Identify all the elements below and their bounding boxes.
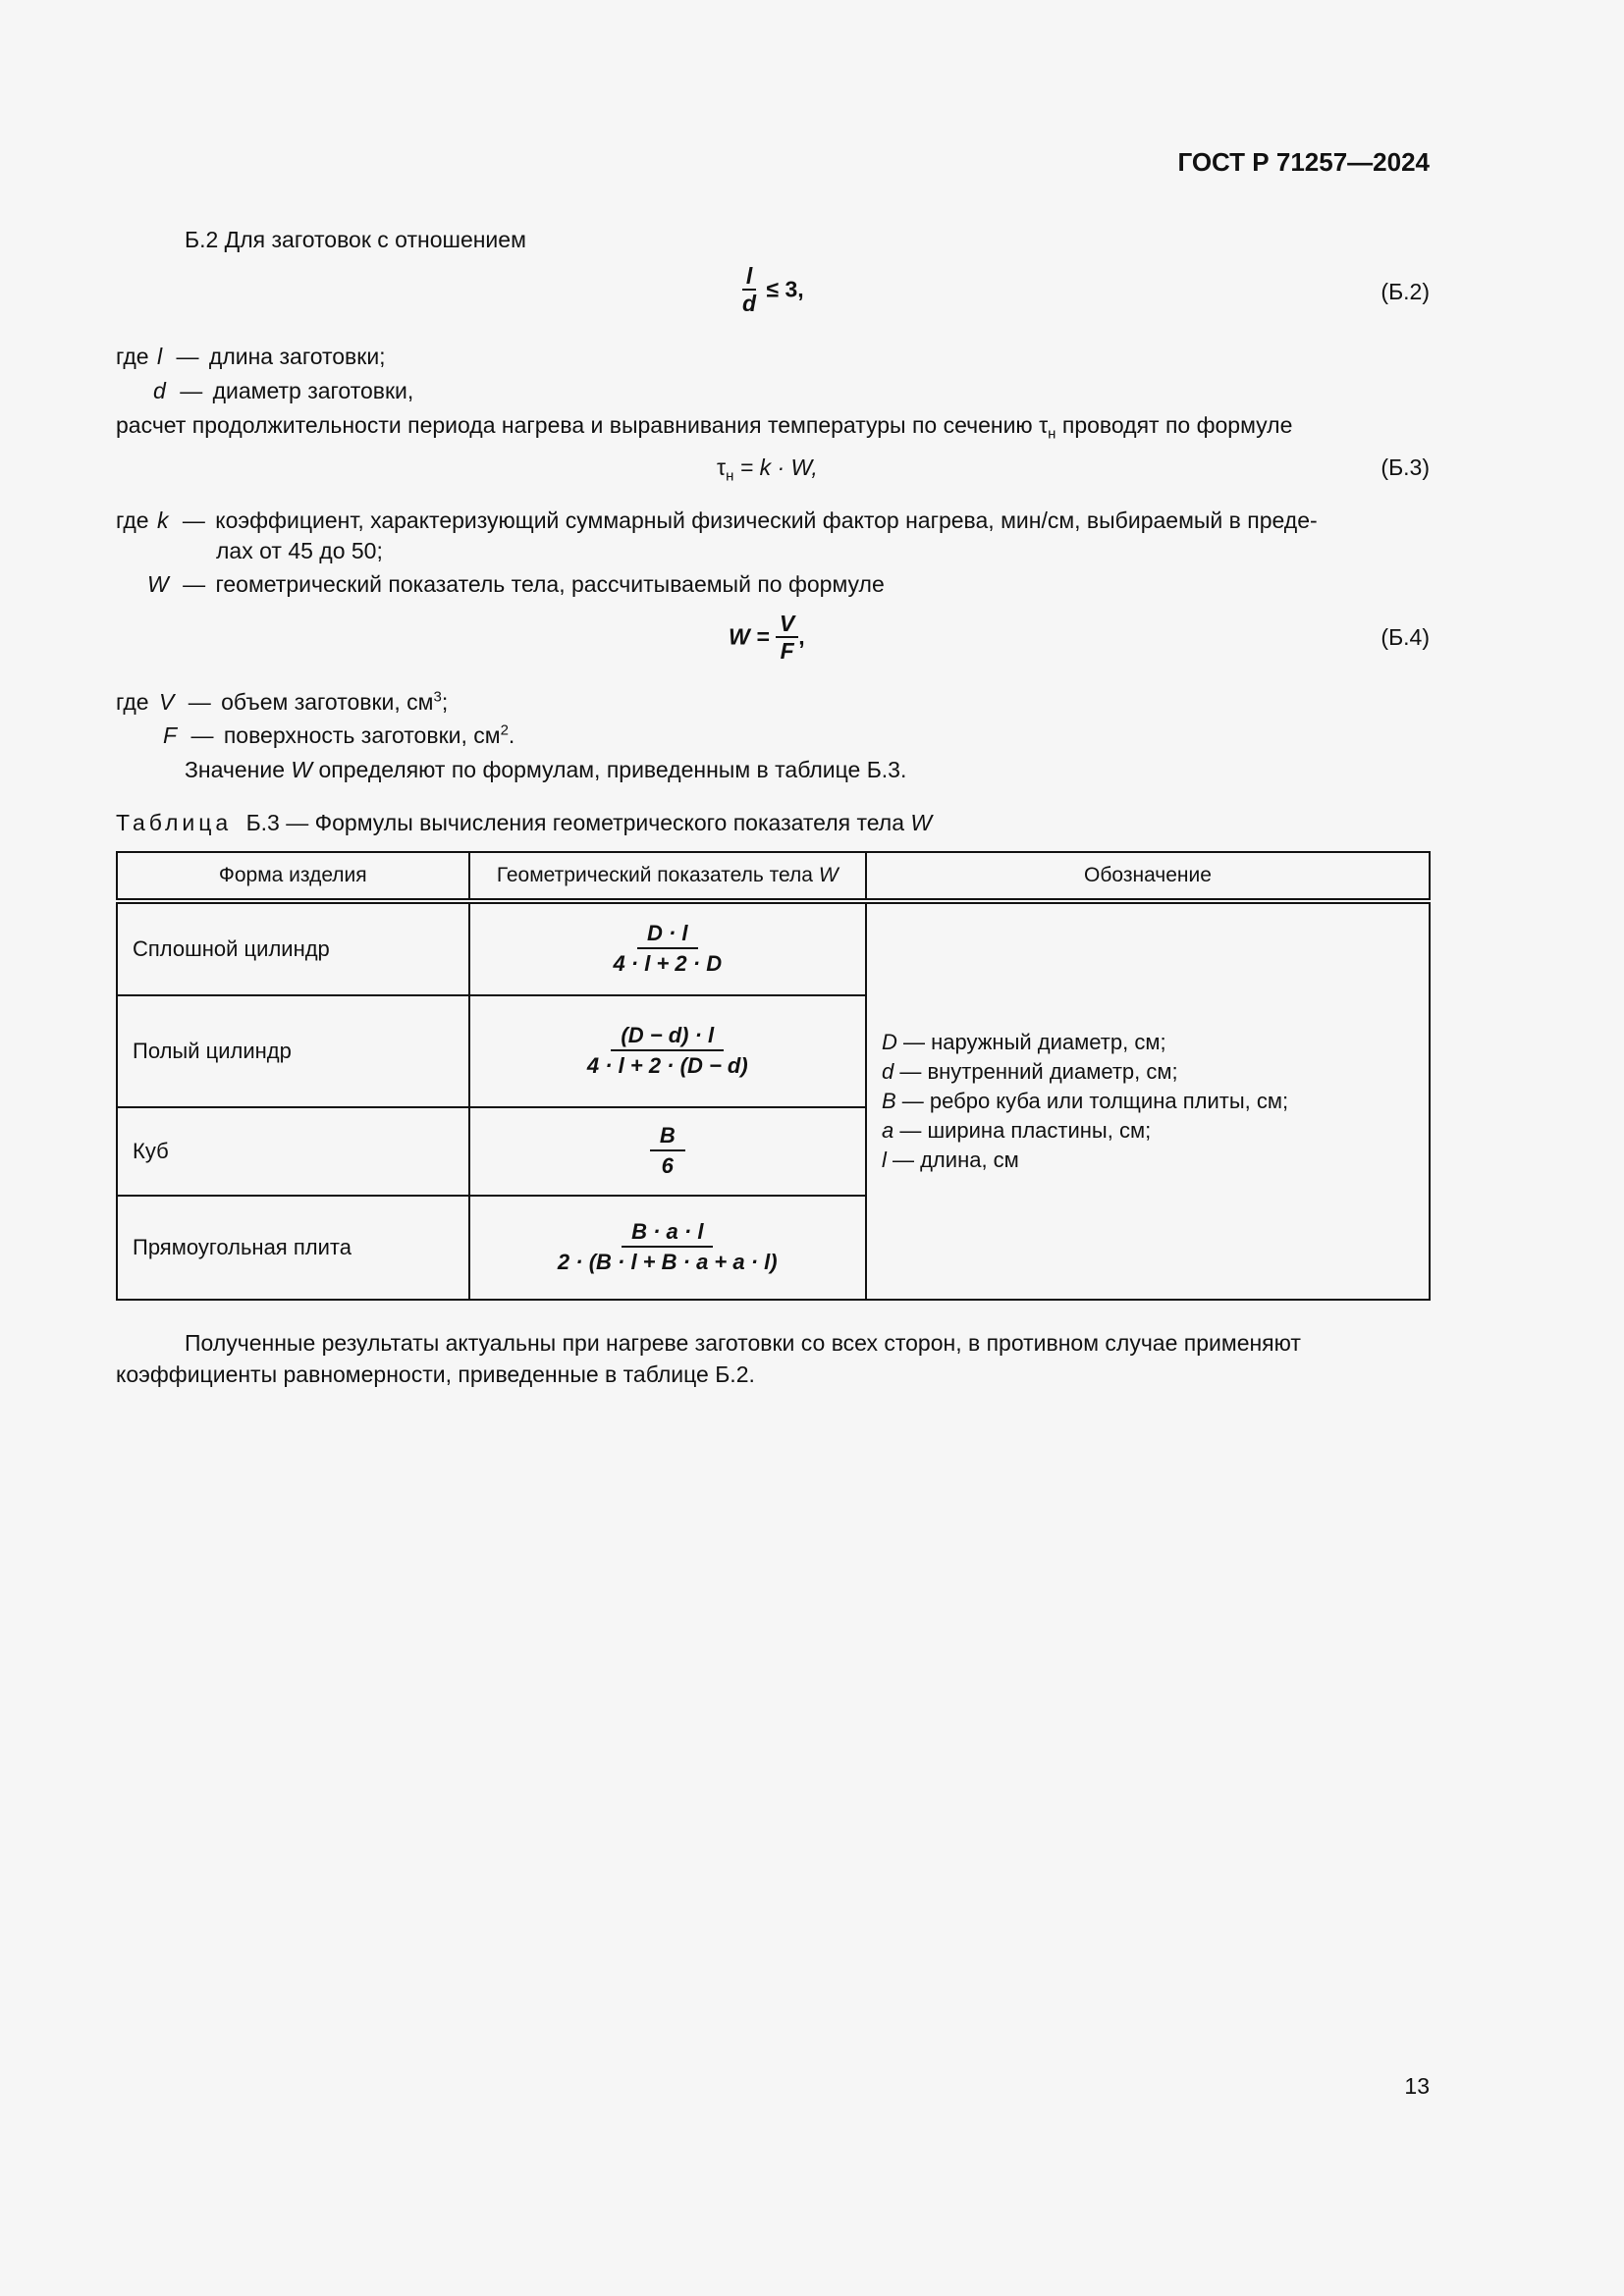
notation-line: l — длина, см <box>881 1148 1019 1172</box>
table-cell-formula: $\frac{D \cdot l}{4 \cdot l + 2 \cdot D}$ <box>469 901 866 995</box>
definition-f: F — поверхность заготовки, $см^2$. <box>163 721 515 748</box>
page-number: 13 <box>1404 2073 1430 2099</box>
table-cell-formula: $\frac{B \cdot a \cdot l}{2 \cdot (B \cdot l + B \cdot a + a \cdot l)}$ <box>469 1196 866 1300</box>
table-cell-formula: $\frac{B}{6}$ <box>469 1107 866 1196</box>
where-label-3: где <box>116 689 149 715</box>
table-cell-notation <box>866 901 1430 1300</box>
calc-sentence: расчет продолжительности периода нагрева и выравнивания температуры по сечению $\tau_н$ проводят по формуле <box>116 412 1293 443</box>
notation-line: d — внутренний диаметр, см; <box>881 1059 1178 1084</box>
equation-number-b2: (Б.2) <box>1380 279 1430 304</box>
fraction-v-over-f: $\frac{V}{F}$ <box>776 611 798 664</box>
table-cell-shape: Прямоугольная плита <box>117 1196 469 1300</box>
closing-paragraph-line-1: Полученные результаты актуальны при нагреве заготовки со всех сторон, в противном случае применяют <box>185 1330 1301 1356</box>
table-cell-formula: $\frac{(D - d) \cdot l}{4 \cdot l + 2 \cdot (D - d)}$ <box>469 995 866 1107</box>
definition-d: d — диаметр заготовки, <box>153 378 414 403</box>
note-w-definition: Значение W определяют по формулам, приведенным в таблице Б.3. <box>185 757 907 782</box>
table-row <box>117 901 1430 995</box>
where-label-1: где <box>116 344 149 369</box>
equation-b3: $\tau_н = k \cdot W$, <box>717 454 818 485</box>
table-header-shape: Форма изделия <box>117 852 469 901</box>
definition-k-continued: лах от 45 до 50; <box>216 538 383 563</box>
closing-paragraph-line-2: коэффициенты равномерности, приведенные в таблице Б.2. <box>116 1362 755 1387</box>
notation-line: a — ширина пластины, см; <box>881 1118 1152 1143</box>
definition-l: l — длина заготовки; <box>157 344 386 369</box>
table-header-row <box>117 852 1430 901</box>
table-header-indicator: Геометрический показатель тела W <box>469 852 866 901</box>
table-cell-shape: Полый цилиндр <box>117 995 469 1107</box>
definition-w: W — геометрический показатель тела, рассчитываемый по формуле <box>147 571 885 597</box>
equation-b4: W = $\frac{V}{F}$ , <box>729 611 805 664</box>
where-label-2: где <box>116 507 149 533</box>
equation-b2: $\frac{l}{d}$ ≤ 3, <box>738 263 804 316</box>
document-header-title: ГОСТ Р 71257—2024 <box>1177 147 1430 177</box>
table-header-notation: Обозначение <box>866 852 1430 901</box>
equation-number-b3: (Б.3) <box>1380 454 1430 480</box>
notation-line: D — наружный диаметр, см; <box>881 1030 1166 1054</box>
definition-v: V — объем заготовки, $см^3$; <box>159 688 449 715</box>
notation-line: B — ребро куба или толщина плиты, см; <box>881 1089 1289 1113</box>
table-cell-shape: Куб <box>117 1107 469 1196</box>
definition-k: k — коэффициент, характеризующий суммарный физический фактор нагрева, мин/см, выбираемый в преде- <box>157 507 1318 533</box>
table-cell-shape: Сплошной цилиндр <box>117 901 469 995</box>
section-b2-intro: Б.2 Для заготовок с отношением <box>185 227 526 252</box>
table-b3 <box>116 851 1431 1301</box>
equation-number-b4: (Б.4) <box>1380 624 1430 650</box>
fraction-l-over-d: $\frac{l}{d}$ <box>742 263 757 316</box>
table-caption: Таблица Б.3 — Формулы вычисления геометрического показателя тела W <box>116 810 933 835</box>
